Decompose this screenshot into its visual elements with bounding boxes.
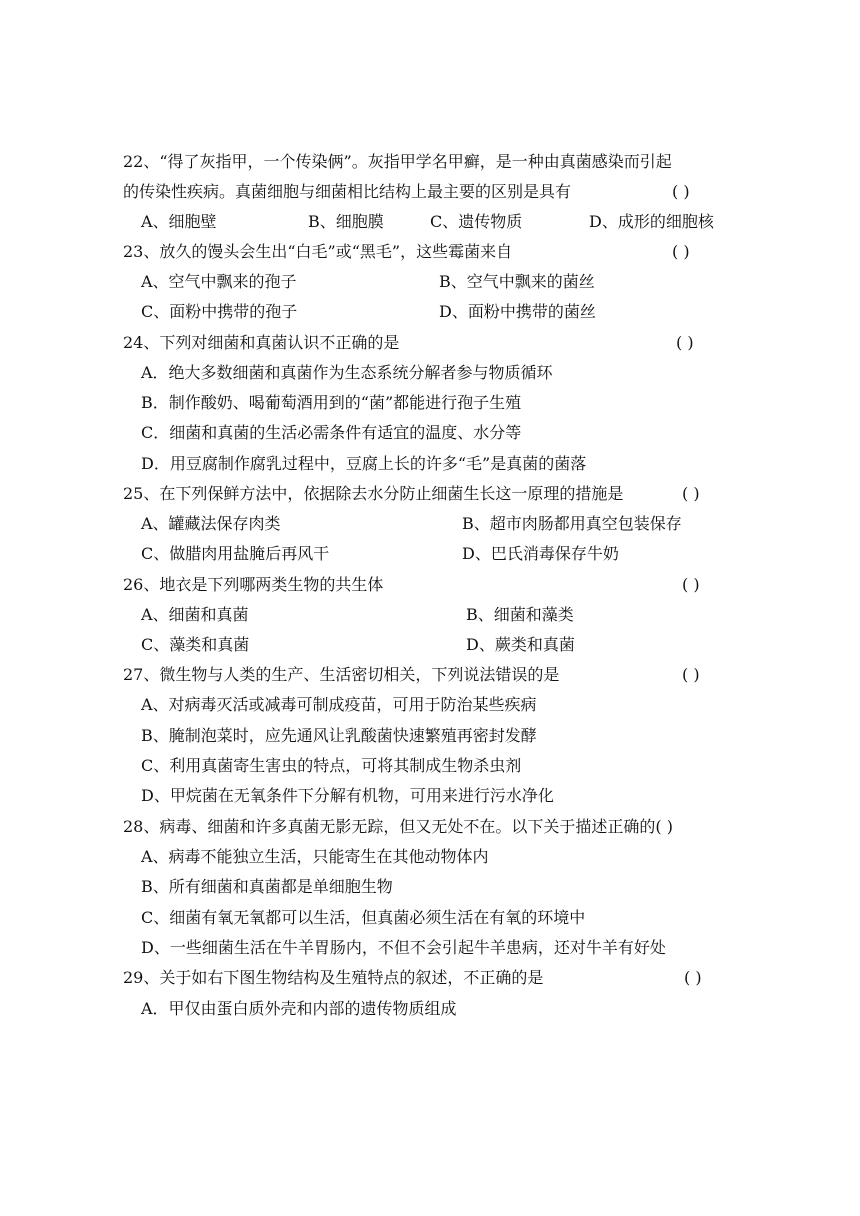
question-27-answer-bracket: ( ) [682,665,700,684]
question-29-stem: 29、关于如右下图生物结构及生殖特点的叙述，不正确的是 [123,968,544,987]
question-22-option-b: B、细胞膜 [308,212,384,231]
question-24-answer-bracket: ( ) [676,333,694,352]
question-24-option-b: B．制作酸奶、喝葡萄酒用到的“菌”都能进行孢子生殖 [141,393,522,412]
question-29-answer-bracket: ( ) [684,968,702,987]
question-25-option-a: A、罐藏法保存肉类 [141,514,281,533]
question-25-option-c: C、做腊肉用盐腌后再风干 [141,544,330,563]
question-22-stem-line-1: 22、“得了灰指甲，一个传染俩”。灰指甲学名甲癣，是一种由真菌感染而引起 [123,152,672,171]
question-28-option-c: C、细菌有氧无氧都可以生活，但真菌必须生活在有氧的环境中 [141,908,586,927]
question-23-option-d: D、面粉中携带的菌丝 [439,302,596,321]
question-22-stem-line-2: 的传染性疾病。真菌细胞与细菌相比结构上最主要的区别是具有 [123,182,572,201]
question-24-stem: 24、下列对细菌和真菌认识不正确的是 [123,333,400,352]
question-26-option-d: D、蕨类和真菌 [466,635,575,654]
question-28-option-a: A、病毒不能独立生活，只能寄生在其他动物体内 [141,847,489,866]
question-27-option-a: A、对病毒灭活或减毒可制成疫苗，可用于防治某些疾病 [141,695,537,714]
question-27-option-c: C、利用真菌寄生害虫的特点，可将其制成生物杀虫剂 [141,756,522,775]
question-23-option-a: A、空气中飘来的孢子 [141,272,297,291]
question-28-option-d: D、一些细菌生活在牛羊胃肠内，不但不会引起牛羊患病，还对牛羊有好处 [141,938,666,957]
question-27-option-d: D、甲烷菌在无氧条件下分解有机物，可用来进行污水净化 [141,786,554,805]
question-27-option-b: B、腌制泡菜时，应先通风让乳酸菌快速繁殖再密封发酵 [141,726,537,745]
question-22-option-c: C、遗传物质 [430,212,523,231]
question-25-option-b: B、超市肉肠都用真空包装保存 [462,514,682,533]
question-22-answer-bracket: ( ) [672,182,690,201]
question-24-option-a: A．绝大多数细菌和真菌作为生态系统分解者参与物质循环 [141,363,553,382]
question-26-answer-bracket: ( ) [682,575,700,594]
question-28-stem: 28、病毒、细菌和许多真菌无影无踪，但又无处不在。以下关于描述正确的( ) [123,817,673,836]
question-23-stem: 23、放久的馒头会生出“白毛”或“黑毛”，这些霉菌来自 [123,242,513,261]
question-25-stem: 25、在下列保鲜方法中，依据除去水分防止细菌生长这一原理的措施是 [123,484,624,503]
question-26-option-a: A、细菌和真菌 [141,605,249,624]
question-25-option-d: D、巴氏消毒保存牛奶 [462,544,619,563]
question-23-option-c: C、面粉中携带的孢子 [141,302,298,321]
question-28-option-b: B、所有细菌和真菌都是单细胞生物 [141,877,393,896]
question-26-stem: 26、地衣是下列哪两类生物的共生体 [123,575,384,594]
question-25-answer-bracket: ( ) [682,484,700,503]
question-24-option-d: D．用豆腐制作腐乳过程中，豆腐上长的许多“毛”是真菌的菌落 [141,454,587,473]
question-22-option-d: D、成形的细胞核 [589,212,714,231]
question-27-stem: 27、微生物与人类的生产、生活密切相关，下列说法错误的是 [123,665,560,684]
question-22-option-a: A、细胞壁 [141,212,217,231]
question-23-option-b: B、空气中飘来的菌丝 [439,272,595,291]
question-26-option-c: C、藻类和真菌 [141,635,250,654]
question-23-answer-bracket: ( ) [672,242,690,261]
question-29-option-a: A．甲仅由蛋白质外壳和内部的遗传物质组成 [141,999,457,1018]
question-26-option-b: B、细菌和藻类 [466,605,574,624]
question-24-option-c: C．细菌和真菌的生活必需条件有适宜的温度、水分等 [141,423,522,442]
